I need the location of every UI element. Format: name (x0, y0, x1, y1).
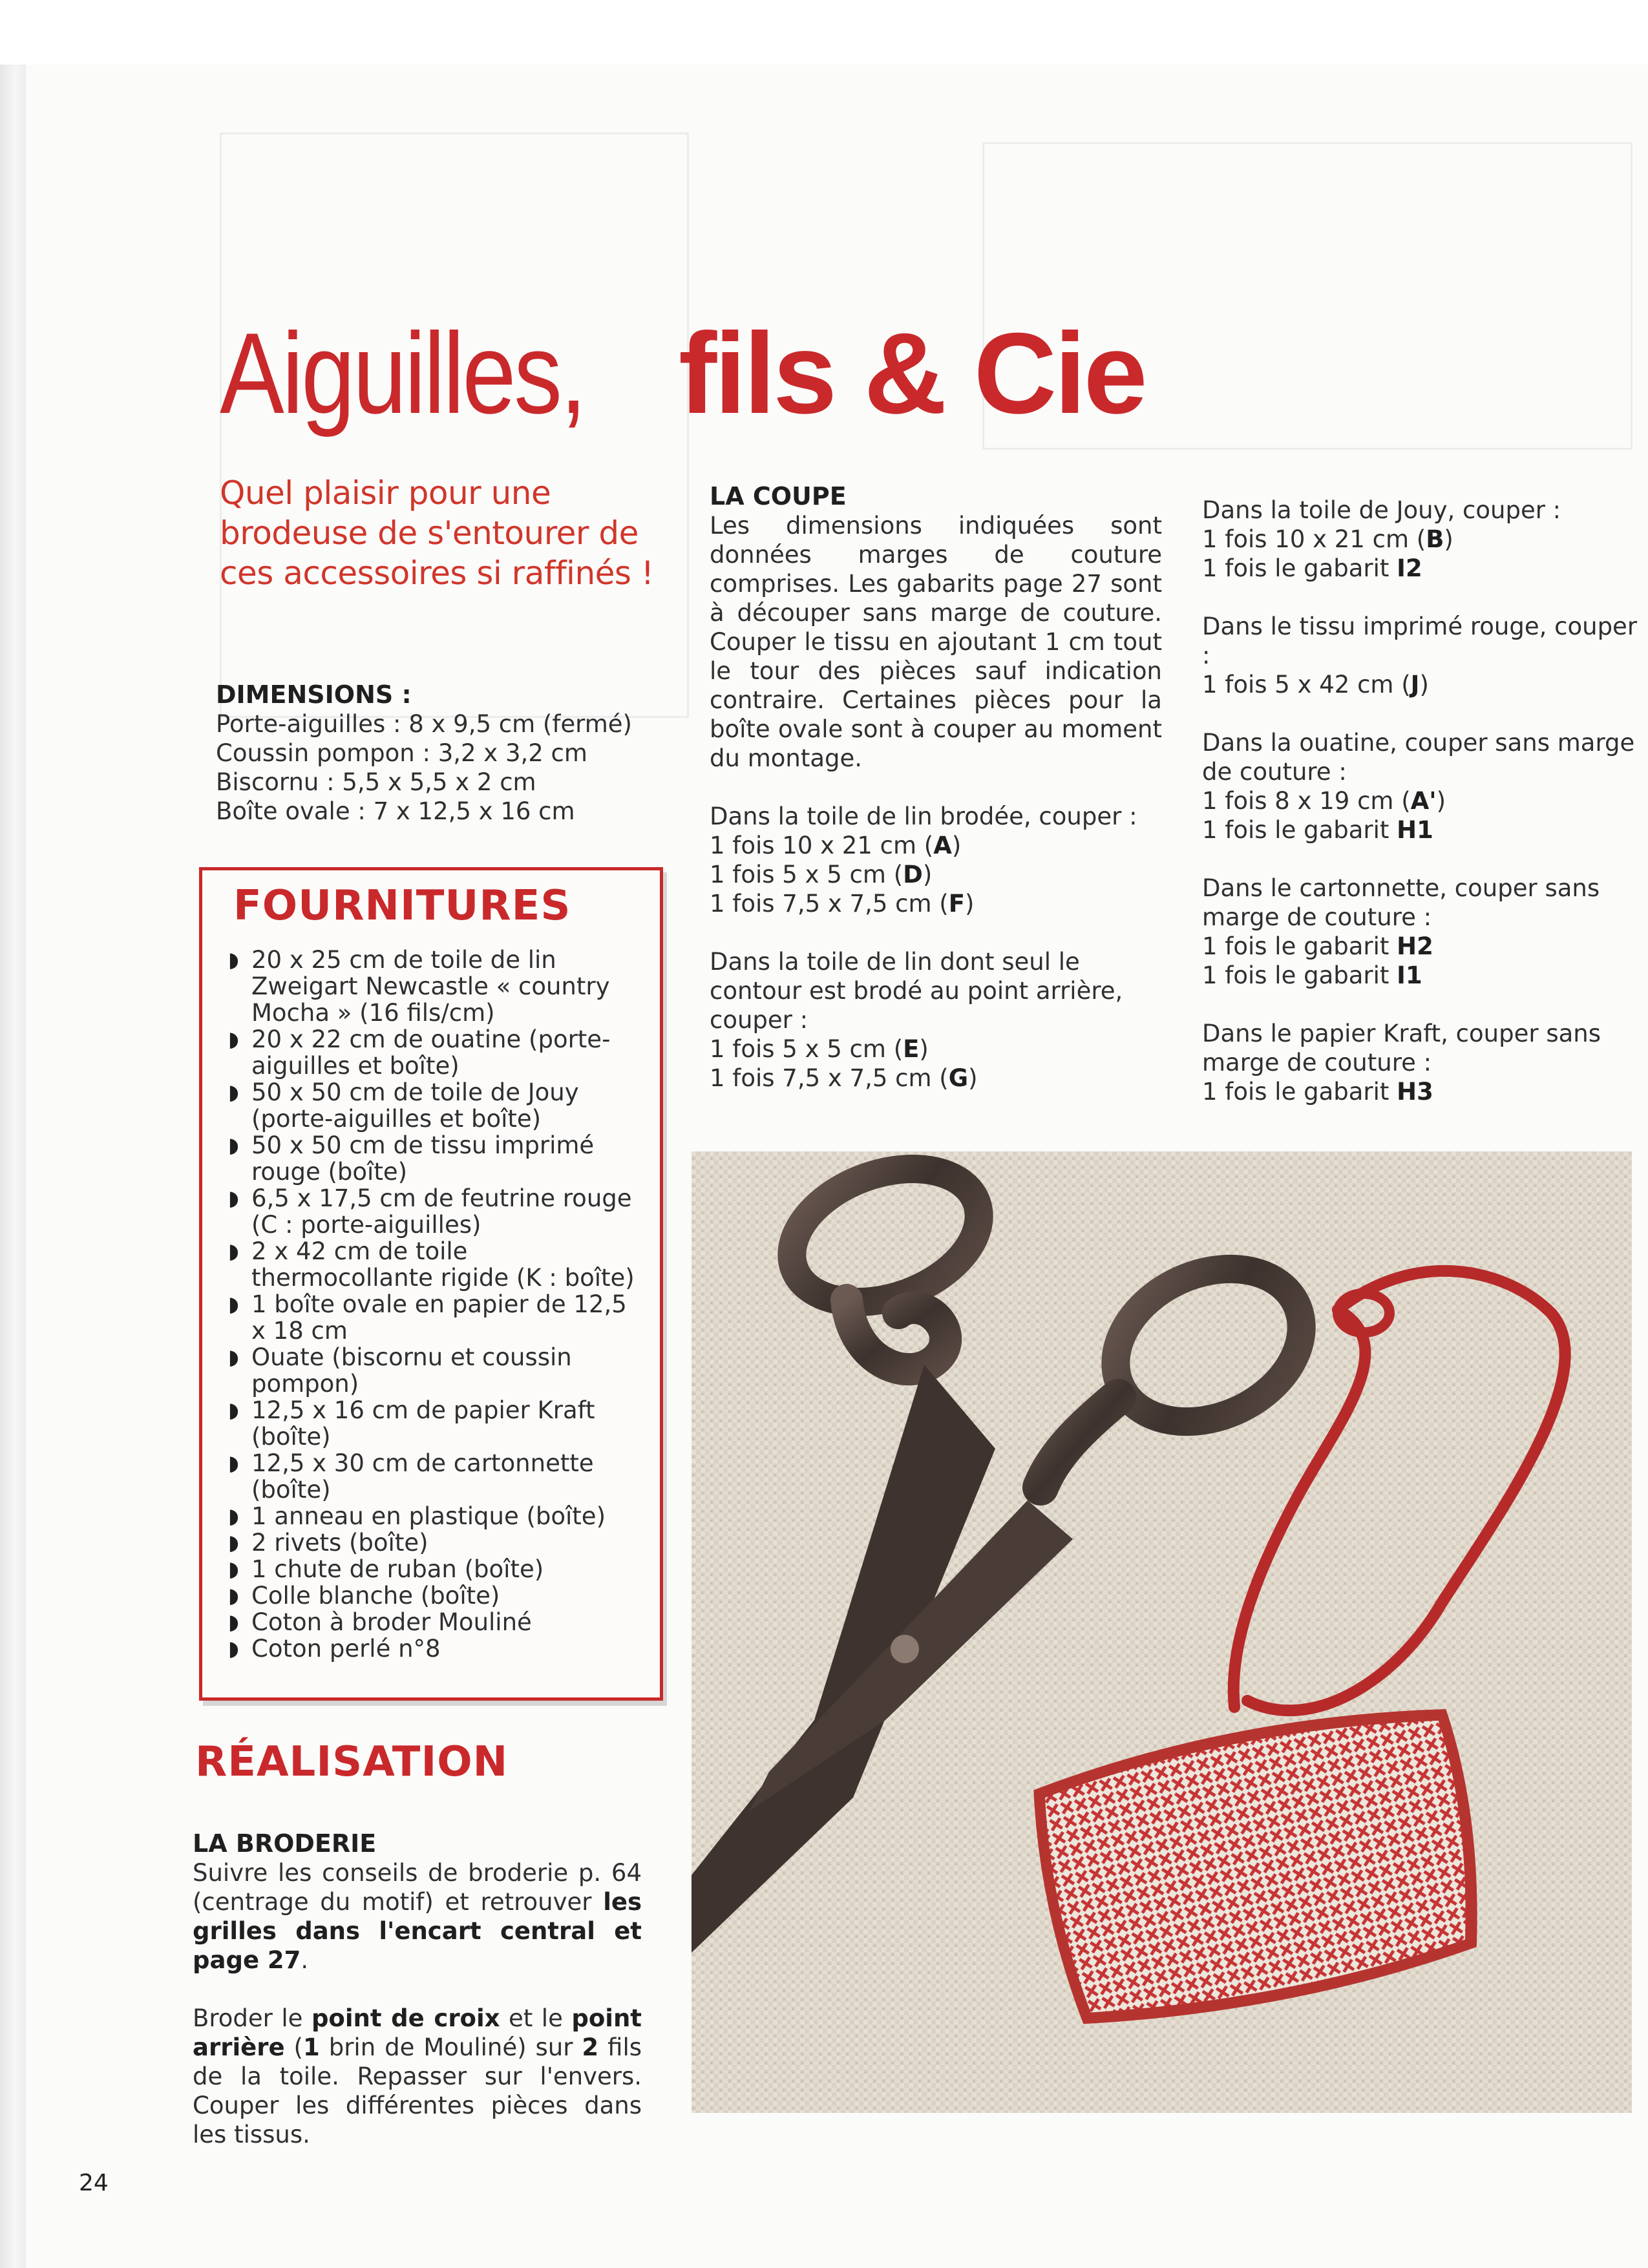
title-light: Aiguilles, (220, 309, 585, 438)
dimension-line: Porte-aiguilles : 8 x 9,5 cm (fermé) (216, 710, 632, 738)
coupe-group-jouy (1202, 496, 1648, 583)
photo-illustration (692, 1151, 1632, 2113)
broderie-section (193, 1829, 642, 2178)
coupe-group-title: Dans le cartonnette, couper sans marge de couture : (1202, 874, 1600, 931)
dimensions-heading: DIMENSIONS : (216, 680, 412, 709)
list-item: ◗ 50 x 50 cm de toile de Jouy (porte-aiguilles et boîte) (228, 1078, 579, 1133)
bullet-icon: ◗ (228, 1292, 239, 1316)
coupe-group-title: Dans le papier Kraft, couper sans marge de couture : (1202, 1020, 1601, 1076)
coupe-group-title: Dans la toile de Jouy, couper : (1202, 496, 1561, 524)
coupe-line: 1 fois 5 x 42 cm (J) (1202, 671, 1429, 698)
fournitures-list (228, 947, 642, 1662)
bullet-icon: ◗ (228, 1345, 239, 1369)
coupe-intro: Les dimensions indiquées sont données marges de couture comprises. Les gabarits page 27 sont à découper sans marge de couture. Couper le tissu en ajoutant 1 cm tout le tour des pièces sauf indication contraire. Certaines pièces pour la boîte ovale sont à couper au moment du montage. (710, 512, 1162, 772)
coupe-line: 1 fois 7,5 x 7,5 cm (G) (710, 1064, 978, 1092)
broderie-heading: LA BRODERIE (193, 1829, 377, 1858)
dimension-line: Boîte ovale : 7 x 12,5 x 16 cm (216, 797, 575, 825)
coupe-group-contour (710, 947, 1162, 1093)
coupe-group-brodee (710, 802, 1162, 918)
list-item: ◗ 2 x 42 cm de toile thermocollante rigide (K : boîte) (228, 1237, 635, 1292)
coupe-group-title: Dans la toile de lin brodée, couper : (710, 803, 1137, 830)
coupe-group-title: Dans la ouatine, couper sans marge de couture : (1202, 729, 1635, 786)
list-item: ◗ 12,5 x 30 cm de cartonnette (boîte) (228, 1449, 594, 1504)
list-item: ◗ 1 chute de ruban (boîte) (228, 1555, 544, 1583)
dimensions-section (216, 680, 668, 826)
coupe-section (710, 481, 1162, 1122)
scissors-and-cushion-photo (692, 1151, 1632, 2113)
list-item: ◗ Coton perlé n°8 (228, 1635, 441, 1663)
bullet-icon: ◗ (228, 1636, 239, 1661)
coupe-group-cartonnette (1202, 874, 1648, 990)
bullet-icon: ◗ (228, 1504, 239, 1528)
bullet-icon: ◗ (228, 1186, 239, 1210)
coupe-line: 1 fois 5 x 5 cm (E) (710, 1035, 929, 1063)
bullet-icon: ◗ (228, 1451, 239, 1475)
list-item: ◗ 1 boîte ovale en papier de 12,5 x 18 cm (228, 1290, 627, 1345)
fournitures-box (199, 867, 663, 1701)
coupe-continued (1202, 496, 1648, 1135)
coupe-line: 1 fois 5 x 5 cm (D) (710, 861, 933, 888)
page-number: 24 (79, 2170, 109, 2196)
scissor-screw (891, 1635, 919, 1663)
bullet-icon: ◗ (228, 1557, 239, 1581)
list-item: ◗ 20 x 25 cm de toile de lin Zweigart Newcastle « country Mocha » (16 fils/cm) (228, 946, 610, 1027)
coupe-line: 1 fois le gabarit H2 (1202, 932, 1433, 960)
coupe-group-title: Dans la toile de lin dont seul le contour est brodé au point arrière, couper : (710, 948, 1123, 1034)
broderie-paragraph: Suivre les conseils de broderie p. 64 (centrage du motif) et retrouver les grilles dans l'encart central et page 27. (193, 1859, 642, 1974)
bullet-icon: ◗ (228, 1398, 239, 1422)
bullet-icon: ◗ (228, 947, 239, 972)
page-title (220, 309, 1145, 438)
list-item: ◗ 50 x 50 cm de tissu imprimé rouge (boîte) (228, 1131, 595, 1186)
coupe-line: 1 fois le gabarit H1 (1202, 816, 1433, 844)
list-item: ◗ 1 anneau en plastique (boîte) (228, 1502, 606, 1530)
coupe-heading: LA COUPE (710, 482, 847, 510)
realisation-heading: RÉALISATION (195, 1738, 509, 1786)
title-bold: fils & Cie (679, 309, 1145, 438)
coupe-group-title: Dans le tissu imprimé rouge, couper : (1202, 613, 1638, 669)
bullet-icon: ◗ (228, 1239, 239, 1263)
coupe-group-rouge (1202, 612, 1648, 699)
coupe-line: 1 fois 10 x 21 cm (A) (710, 832, 962, 859)
coupe-group-ouatine (1202, 728, 1648, 845)
bullet-icon: ◗ (228, 1080, 239, 1104)
bullet-icon: ◗ (228, 1027, 239, 1051)
page-binding-shadow (0, 65, 26, 2268)
list-item: ◗ Colle blanche (boîte) (228, 1582, 500, 1610)
coupe-line: 1 fois le gabarit I2 (1202, 554, 1422, 582)
list-item: ◗ 2 rivets (boîte) (228, 1529, 428, 1557)
dimension-line: Coussin pompon : 3,2 x 3,2 cm (216, 739, 587, 767)
list-item: ◗ Ouate (biscornu et coussin pompon) (228, 1343, 572, 1398)
coupe-line: 1 fois le gabarit H3 (1202, 1078, 1433, 1106)
coupe-group-kraft (1202, 1019, 1648, 1106)
bullet-icon: ◗ (228, 1530, 239, 1555)
bullet-icon: ◗ (228, 1133, 239, 1157)
coupe-line: 1 fois 10 x 21 cm (B) (1202, 525, 1453, 553)
dimension-line: Biscornu : 5,5 x 5,5 x 2 cm (216, 768, 536, 796)
fournitures-heading: FOURNITURES (233, 882, 571, 930)
bullet-icon: ◗ (228, 1610, 239, 1634)
list-item: ◗ 12,5 x 16 cm de papier Kraft (boîte) (228, 1396, 595, 1451)
list-item: ◗ Coton à broder Mouliné (228, 1608, 532, 1636)
coupe-line: 1 fois 7,5 x 7,5 cm (F) (710, 890, 975, 918)
list-item: ◗ 6,5 x 17,5 cm de feutrine rouge (C : porte-aiguilles) (228, 1184, 632, 1239)
intro-text: Quel plaisir pour une brodeuse de s'entourer de ces accessoires si raffinés ! (220, 474, 654, 592)
broderie-paragraph: Broder le point de croix et le point arrière (1 brin de Mouliné) sur 2 fils de la toile. Repasser sur l'envers. Couper les différentes pièces dans les tissus. (193, 2004, 642, 2148)
coupe-line: 1 fois 8 x 19 cm (A') (1202, 787, 1446, 815)
coupe-line: 1 fois le gabarit I1 (1202, 961, 1422, 989)
bullet-icon: ◗ (228, 1583, 239, 1608)
list-item: ◗ 20 x 22 cm de ouatine (porte-aiguilles et boîte) (228, 1025, 611, 1080)
